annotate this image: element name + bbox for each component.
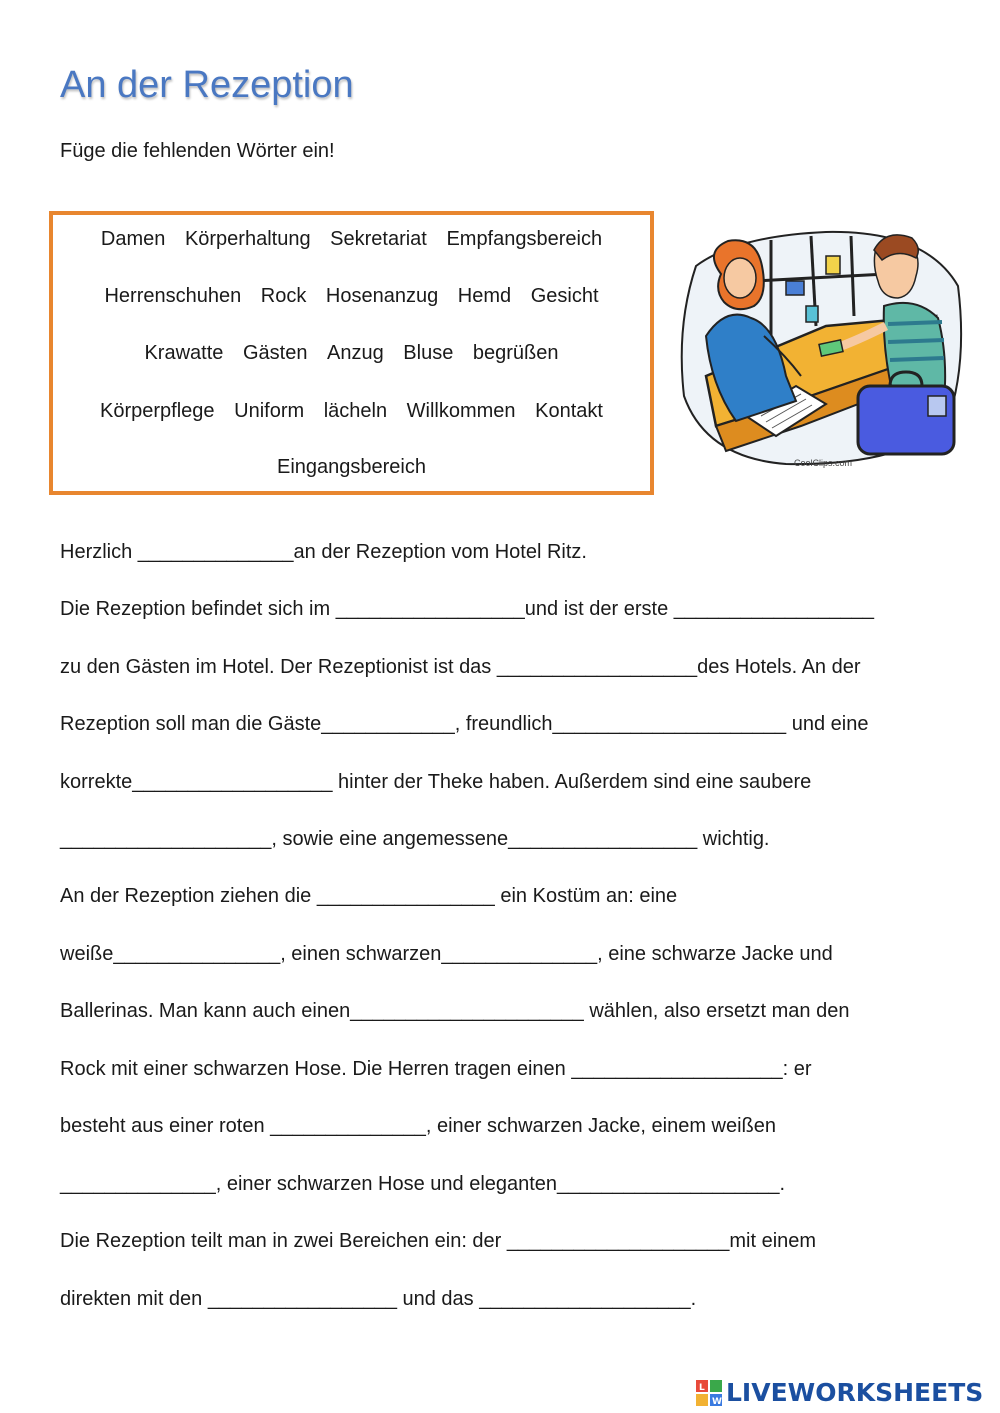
word-bank-row xyxy=(53,342,650,365)
logo-mark-letter: L xyxy=(699,1382,705,1393)
word-bank-word: Gästen xyxy=(242,342,308,364)
reception-illustration xyxy=(676,226,966,472)
word-bank-word: Körperpflege xyxy=(100,400,215,422)
word-bank-word: Empfangsbereich xyxy=(446,228,603,250)
cloze-line: Herzlich ______________an der Rezeption vom Hotel Ritz. xyxy=(60,541,587,563)
word-bank-word: Sekretariat xyxy=(330,228,427,250)
cloze-line: ___________________, sowie eine angemessene_________________ wichtig. xyxy=(60,828,770,850)
page-title: An der Rezeption xyxy=(60,64,354,106)
word-bank-word: begrüßen xyxy=(472,342,559,364)
cloze-line: besteht aus einer roten ______________, einer schwarzen Jacke, einem weißen xyxy=(60,1115,777,1137)
cloze-line: korrekte__________________ hinter der Theke haben. Außerdem sind eine saubere xyxy=(60,771,812,793)
word-bank-word: Uniform xyxy=(234,400,305,422)
word-bank-word: Damen xyxy=(100,228,166,250)
word-bank-box xyxy=(49,211,654,495)
word-bank-word: Kontakt xyxy=(535,400,603,422)
cloze-line: An der Rezeption ziehen die ________________ ein Kostüm an: eine xyxy=(60,885,678,907)
word-bank-word: Hemd xyxy=(457,285,512,307)
cloze-line: Die Rezeption teilt man in zwei Bereichen ein: der ____________________mit einem xyxy=(60,1230,817,1252)
cloze-line: weiße_______________, einen schwarzen______________, eine schwarze Jacke und xyxy=(60,943,833,965)
cloze-line: Rock mit einer schwarzen Hose. Die Herren tragen einen ___________________: er xyxy=(60,1058,812,1080)
instruction-text: Füge die fehlenden Wörter ein! xyxy=(60,140,335,162)
word-bank-word: Krawatte xyxy=(144,342,224,364)
word-bank-word: lächeln xyxy=(323,400,388,422)
word-bank-word: Eingangsbereich xyxy=(277,456,426,478)
word-bank-row xyxy=(53,285,650,308)
word-bank-word: Anzug xyxy=(327,342,384,364)
word-bank-row xyxy=(53,456,650,479)
liveworksheets-logo[interactable] xyxy=(696,1378,983,1407)
word-bank-word: Rock xyxy=(260,285,307,307)
word-bank-word: Bluse xyxy=(403,342,454,364)
cloze-line: zu den Gästen im Hotel. Der Rezeptionist ist das __________________des Hotels. An der xyxy=(60,656,861,678)
word-bank-word: Körperhaltung xyxy=(184,228,311,250)
liveworksheets-mark-icon xyxy=(696,1380,722,1406)
word-bank-word: Hosenanzug xyxy=(325,285,439,307)
word-bank-word: Gesicht xyxy=(530,285,599,307)
cloze-line: Die Rezeption befindet sich im _________________und ist der erste __________________ xyxy=(60,598,874,620)
cloze-line: ______________, einer schwarzen Hose und eleganten____________________. xyxy=(60,1173,786,1195)
word-bank-word: Herrenschuhen xyxy=(104,285,242,307)
word-bank-word: Willkommen xyxy=(406,400,516,422)
word-bank-row xyxy=(53,400,650,423)
word-bank-row xyxy=(53,228,650,251)
cloze-line: direkten mit den _________________ und das ___________________. xyxy=(60,1288,697,1310)
image-credit: CoolClips.com xyxy=(794,458,853,468)
logo-mark-letter: W xyxy=(712,1396,722,1406)
cloze-line: Rezeption soll man die Gäste____________, freundlich_____________________ und eine xyxy=(60,713,869,735)
logo-text: LIVEWORKSHEETS xyxy=(726,1378,984,1407)
cloze-line: Ballerinas. Man kann auch einen_____________________ wählen, also ersetzt man den xyxy=(60,1000,850,1022)
